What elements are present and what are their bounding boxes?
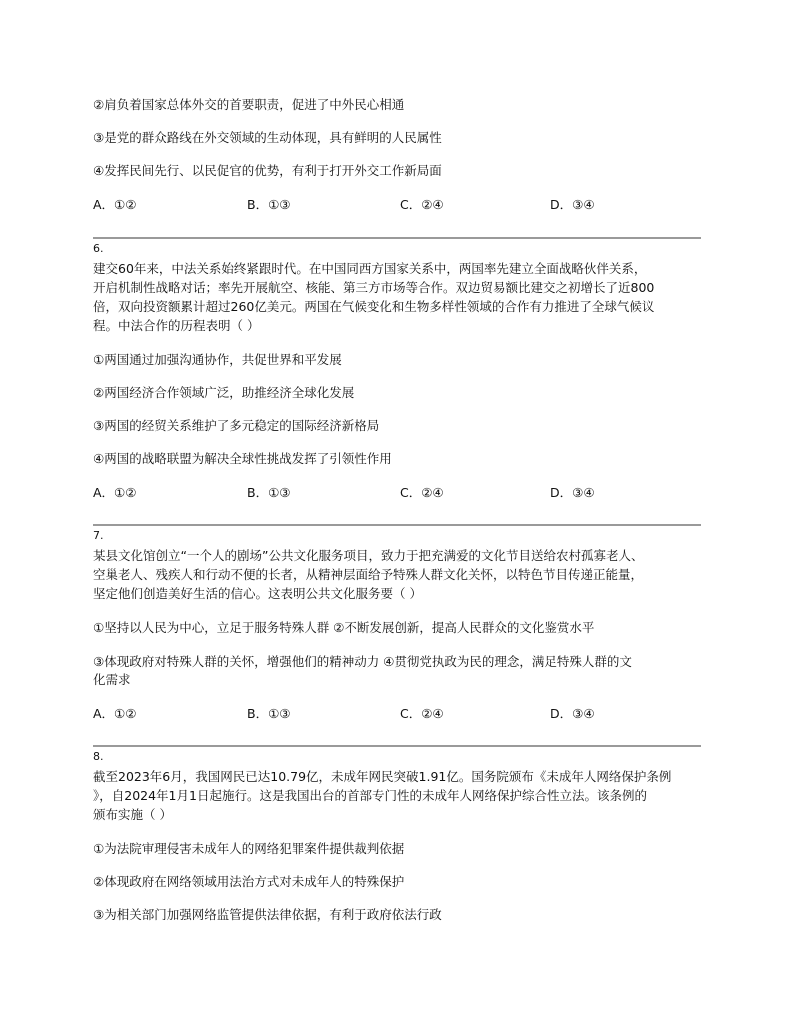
question-6-stem-line: 程。中法合作的历程表明（ ） (93, 318, 260, 333)
question-6-item-2: ②两国经济合作领域广泛，助推经济全球化发展 (93, 385, 355, 400)
question-8-stem-line: 颁布实施（ ） (93, 807, 172, 822)
question-8-number: 8. (93, 750, 104, 763)
question-6-stem-line: 建交60年来，中法关系始终紧跟时代。在中国同西方国家关系中，两国率先建立全面战略伙伴关系， (93, 261, 647, 276)
question-5-option-a[interactable]: A．①② (93, 197, 137, 212)
question-7-option-b[interactable]: B．①③ (247, 706, 291, 721)
question-6-item-4: ④两国的战略联盟为解决全球性挑战发挥了引领性作用 (93, 451, 392, 466)
question-6-item-1: ①两国通过加强沟通协作，共促世界和平发展 (93, 352, 342, 367)
question-7-stem-line: 坚定他们创造美好生活的信心。这表明公共文化服务要（ ） (93, 586, 422, 601)
question-7-option-c[interactable]: C．②④ (400, 706, 444, 721)
question-7-option-d[interactable]: D．③④ (550, 706, 595, 721)
question-6-number: 6. (93, 242, 104, 255)
question-6-stem-line: 倍，双向投资额累计超过260亿美元。两国在气候变化和生物多样性领域的合作有力推进了全球气候议 (93, 299, 655, 314)
question-8-item-2: ②体现政府在网络领域用法治方式对未成年人的特殊保护 (93, 874, 405, 889)
divider (93, 237, 701, 239)
divider (93, 745, 701, 747)
question-6-stem-line: 开启机制性战略对话；率先开展航空、核能、第三方市场等合作。双边贸易额比建交之初增长了近800 (93, 280, 655, 295)
question-6-option-b[interactable]: B．①③ (247, 485, 291, 500)
question-8-stem-line: 》，自2024年1月1日起施行。这是我国出台的首部专门性的未成年人网络保护综合性立法。该条例的 (93, 788, 647, 803)
question-7-stem-line: 某县文化馆创立“一个人的剧场”公共文化服务项目，致力于把充满爱的文化节目送给农村孤寡老人、 (93, 548, 644, 563)
question-5-item-3: ③是党的群众路线在外交领域的生动体现，具有鲜明的人民属性 (93, 130, 442, 145)
question-5-item-4: ④发挥民间先行、以民促官的优势，有利于打开外交工作新局面 (93, 163, 442, 178)
question-6-option-c[interactable]: C．②④ (400, 485, 444, 500)
question-5-option-d[interactable]: D．③④ (550, 197, 595, 212)
question-6-option-d[interactable]: D．③④ (550, 485, 595, 500)
question-8-item-1: ①为法院审理侵害未成年人的网络犯罪案件提供裁判依据 (93, 841, 405, 856)
question-7-items-row-1: ①坚持以人民为中心，立足于服务特殊人群 ②不断发展创新，提高人民群众的文化鉴赏水平 (93, 620, 595, 635)
question-5-option-b[interactable]: B．①③ (247, 197, 291, 212)
question-7-items-row-2: ③体现政府对特殊人群的关怀，增强他们的精神动力 ④贯彻党执政为民的理念，满足特殊人群的文 (93, 654, 632, 669)
question-6-option-a[interactable]: A．①② (93, 485, 137, 500)
divider (93, 524, 701, 526)
question-7-stem-line: 空巢老人、残疾人和行动不便的长者，从精神层面给予特殊人群文化关怀，以特色节目传递正能量， (93, 567, 644, 582)
question-6-item-3: ③两国的经贸关系维护了多元稳定的国际经济新格局 (93, 418, 380, 433)
question-8-stem-line: 截至2023年6月，我国网民已达10.79亿，未成年网民突破1.91亿。国务院颁布《未成年人网络保护条例 (93, 769, 672, 784)
question-7-number: 7. (93, 529, 104, 542)
question-5-option-c[interactable]: C．②④ (400, 197, 444, 212)
question-8-item-3: ③为相关部门加强网络监管提供法律依据，有利于政府依法行政 (93, 907, 442, 922)
question-7-option-a[interactable]: A．①② (93, 706, 137, 721)
question-7-items-row-2-cont: 化需求 (93, 672, 131, 687)
question-5-item-2: ②肩负着国家总体外交的首要职责，促进了中外民心相通 (93, 97, 405, 112)
